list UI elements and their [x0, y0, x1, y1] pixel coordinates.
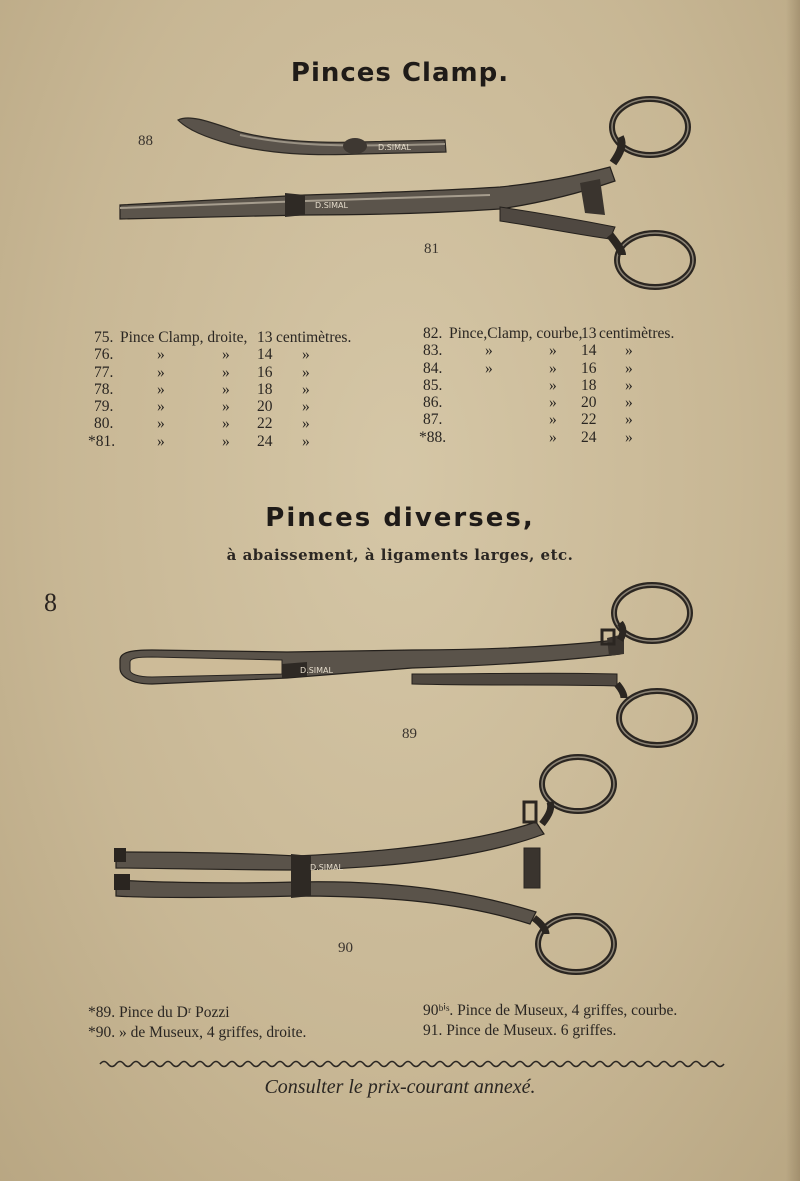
item-unit: »	[302, 415, 310, 433]
item-ditto: »	[549, 411, 557, 429]
item-ditto: »	[549, 428, 557, 446]
item-size: 14	[581, 342, 597, 360]
item-ditto: »	[222, 380, 230, 398]
note-text: Pince de Museux. 6 griffes.	[446, 1022, 617, 1039]
item-unit: »	[625, 411, 633, 429]
item-ditto: »	[222, 415, 230, 433]
item-size: 18	[581, 376, 597, 394]
note-89	[88, 1003, 230, 1023]
note-text: » de Museux, 4 griffes, droite.	[119, 1024, 307, 1041]
list-item	[94, 415, 404, 432]
list-item	[423, 377, 723, 394]
item-number: 86.	[423, 394, 443, 412]
illustration-fig81-straight-clamp	[110, 95, 700, 295]
item-number: *81.	[88, 432, 116, 450]
item-name: »	[157, 363, 165, 381]
item-size: 24	[581, 428, 597, 446]
item-size: 13	[581, 325, 597, 342]
item-size: 16	[581, 359, 597, 377]
list-item	[94, 364, 404, 381]
item-unit: »	[302, 363, 310, 381]
note-90bis	[423, 1001, 677, 1021]
item-unit: centimètres.	[599, 325, 675, 342]
item-number: 76.	[94, 346, 114, 364]
item-name: »	[485, 359, 493, 377]
section-title-clamp: Pinces Clamp.	[290, 58, 510, 88]
note-number: 91.	[423, 1022, 443, 1039]
footer-note: Consulter le prix-courant annexé.	[264, 1076, 536, 1098]
note-text: Pince de Museux, 4 griffes, courbe.	[457, 1002, 678, 1019]
note-91	[423, 1021, 616, 1041]
note-number: *90.	[88, 1024, 116, 1041]
item-ditto: »	[222, 432, 230, 450]
item-unit: »	[625, 428, 633, 446]
item-unit: centimètres.	[276, 329, 352, 346]
item-name: »	[485, 342, 493, 360]
item-unit: »	[625, 376, 633, 394]
item-number: 79.	[94, 398, 114, 416]
list-item	[94, 346, 404, 363]
item-name: »	[157, 398, 165, 416]
maker-stamp-81: D.SIMAL	[315, 201, 348, 210]
page-edge-shadow	[786, 0, 800, 1181]
item-number: 83.	[423, 342, 443, 360]
maker-stamp-88: D.SIMAL	[378, 143, 411, 152]
list-item	[94, 398, 404, 415]
item-ditto: »	[222, 346, 230, 364]
item-name: Pince,Clamp, courbe,	[449, 325, 583, 342]
list-item	[423, 360, 723, 377]
item-number: 78.	[94, 380, 114, 398]
item-name: »	[157, 346, 165, 364]
item-number: *88.	[419, 428, 447, 446]
clamp-list-right	[419, 325, 723, 446]
item-size: 24	[257, 432, 273, 450]
clamp-list-left	[88, 329, 404, 450]
note-number: *89.	[88, 1004, 116, 1021]
section-subtitle: à abaissement, à ligaments larges, etc.	[226, 546, 574, 564]
item-unit: »	[302, 380, 310, 398]
illustration-fig90-museux-forceps	[106, 752, 626, 982]
item-size: 20	[581, 394, 597, 412]
figure-label-88: 88	[138, 133, 153, 149]
item-number: 84.	[423, 359, 443, 377]
item-unit: »	[625, 359, 633, 377]
item-name: »	[157, 415, 165, 433]
item-unit: »	[302, 432, 310, 450]
list-item	[419, 428, 723, 446]
item-name: »	[157, 380, 165, 398]
item-unit: »	[302, 398, 310, 416]
item-ditto: »	[222, 363, 230, 381]
item-ditto: »	[549, 376, 557, 394]
maker-stamp-90: D.SIMAL	[310, 863, 343, 872]
note-number: 90ᵇⁱˢ.	[423, 1002, 454, 1019]
list-item	[423, 411, 723, 428]
section-title-diverses: Pinces diverses,	[265, 503, 535, 533]
illustration-fig89-pozzi-forceps	[112, 578, 702, 748]
item-name: Pince Clamp, droite,	[120, 329, 248, 346]
item-ditto: »	[549, 342, 557, 360]
list-item	[423, 394, 723, 411]
figure-label-90: 90	[338, 940, 353, 956]
item-unit: »	[625, 394, 633, 412]
page-number: 8	[44, 588, 57, 617]
note-text: Pince du Dʳ Pozzi	[119, 1004, 230, 1021]
item-size: 16	[257, 363, 273, 381]
item-ditto: »	[222, 398, 230, 416]
list-item	[423, 342, 723, 359]
item-number: 80.	[94, 415, 114, 433]
maker-stamp-89: D.SIMAL	[300, 666, 333, 675]
item-size: 22	[257, 415, 273, 433]
item-unit: »	[625, 342, 633, 360]
item-number: 77.	[94, 363, 114, 381]
list-item	[88, 432, 404, 450]
item-number: 82.	[423, 325, 443, 342]
item-number: 87.	[423, 411, 443, 429]
item-unit: »	[302, 346, 310, 364]
list-item	[94, 329, 404, 346]
list-item	[423, 325, 723, 342]
item-ditto: »	[549, 359, 557, 377]
item-size: 18	[257, 380, 273, 398]
list-item	[94, 381, 404, 398]
item-size: 22	[581, 411, 597, 429]
decorative-wavy-rule	[100, 1058, 720, 1070]
item-number: 85.	[423, 376, 443, 394]
item-size: 20	[257, 398, 273, 416]
item-ditto: »	[549, 394, 557, 412]
figure-label-89: 89	[402, 726, 417, 742]
item-number: 75.	[94, 329, 114, 346]
item-size: 13	[257, 329, 273, 346]
figure-label-81: 81	[424, 241, 439, 257]
item-size: 14	[257, 346, 273, 364]
note-90	[88, 1023, 306, 1043]
item-name: »	[157, 432, 165, 450]
